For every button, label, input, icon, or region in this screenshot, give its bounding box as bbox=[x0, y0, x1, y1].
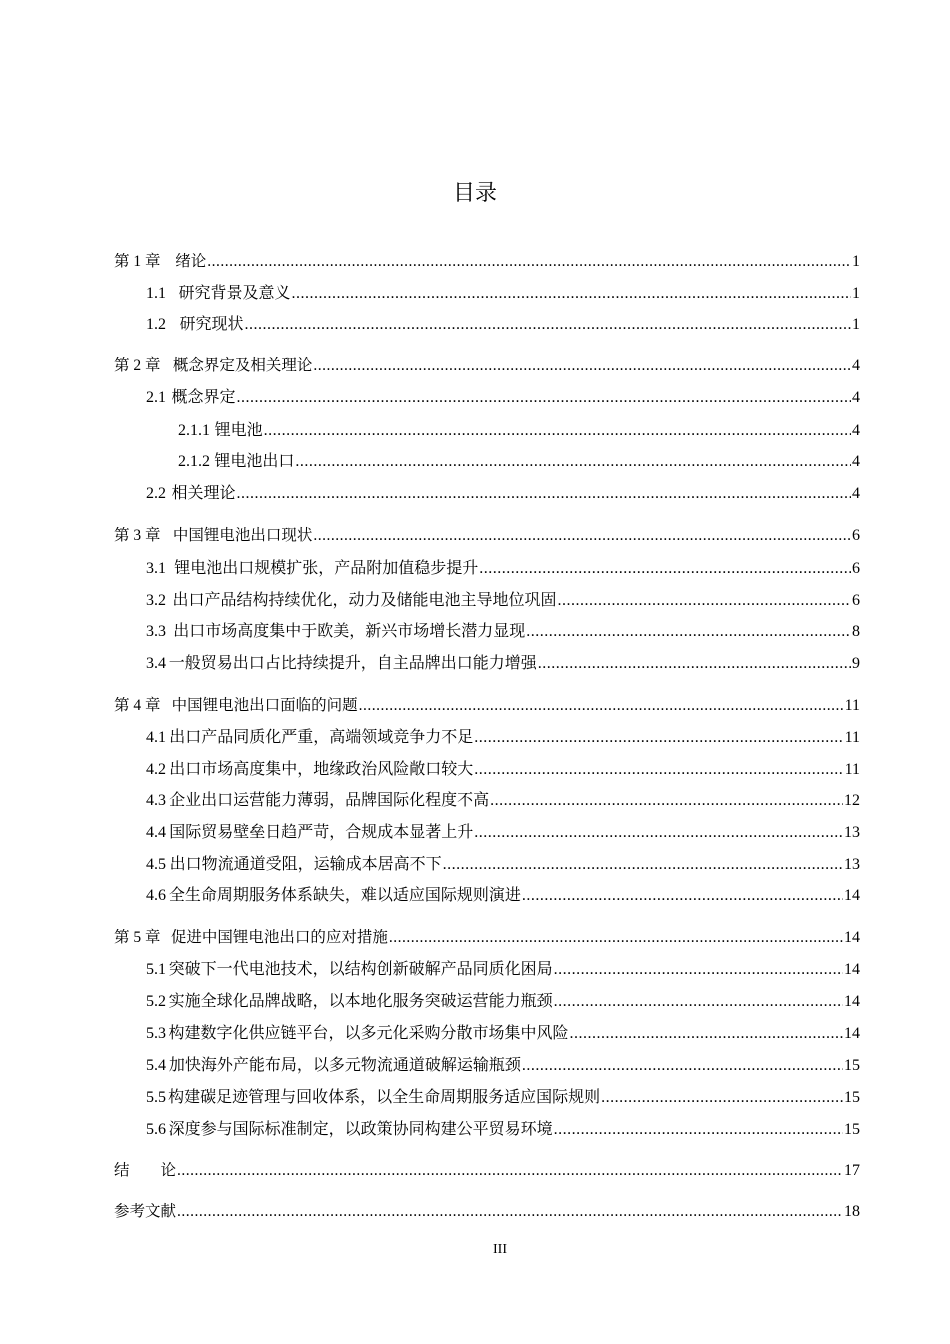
toc-entry-title: 出口产品结构持续优化，动力及储能电池主导地位巩固 bbox=[172, 590, 557, 609]
toc-entry-number: 第 1 章 bbox=[114, 253, 161, 270]
toc-page-number: 9 bbox=[852, 655, 860, 672]
toc-section-entry[interactable] bbox=[114, 988, 860, 1014]
toc-entry-title: 锂电池出口规模扩张，产品附加值稳步提升 bbox=[174, 558, 479, 577]
toc-entry-number: 5.3 bbox=[146, 1025, 166, 1042]
toc-dot-leader bbox=[313, 523, 851, 549]
toc-section-entry[interactable] bbox=[114, 724, 860, 750]
toc-section-entry[interactable] bbox=[114, 384, 860, 410]
toc-section-entry[interactable] bbox=[114, 756, 860, 782]
toc-page-number: 11 bbox=[844, 729, 860, 746]
toc-entry-number: 5.1 bbox=[146, 961, 166, 978]
toc-entry-number: 3.4 bbox=[146, 655, 166, 672]
toc-entry-title: 锂电池 bbox=[214, 420, 263, 439]
toc-dot-leader bbox=[474, 820, 843, 846]
toc-page-number: 14 bbox=[844, 1025, 860, 1042]
toc-entry-title: 中国锂电池出口现状 bbox=[172, 526, 313, 544]
toc-entry-number: 3.3 bbox=[146, 623, 166, 640]
toc-dot-leader bbox=[264, 418, 851, 444]
toc-entry-title: 突破下一代电池技术，以结构创新破解产品同质化困局 bbox=[168, 959, 553, 978]
toc-entry-title: 相关理论 bbox=[171, 483, 236, 502]
toc-section-entry[interactable] bbox=[114, 280, 860, 306]
toc-entry-number: 2.1.1 bbox=[178, 422, 210, 439]
toc-entry-number: 3.1 bbox=[146, 560, 166, 577]
toc-page-number: 1 bbox=[852, 285, 860, 302]
toc-dot-leader bbox=[554, 957, 843, 983]
toc-entry-title: 研究背景及意义 bbox=[178, 283, 291, 302]
toc-chapter-entry[interactable] bbox=[114, 352, 860, 378]
toc-dot-leader bbox=[245, 312, 852, 338]
toc-subsection-entry[interactable] bbox=[114, 417, 860, 443]
toc-chapter-entry[interactable] bbox=[114, 924, 860, 950]
toc-section-entry[interactable] bbox=[114, 1052, 860, 1078]
toc-page-number: 14 bbox=[844, 929, 860, 946]
toc-entry-number: 3.2 bbox=[146, 592, 166, 609]
toc-entry-title: 构建数字化供应链平台，以多元化采购分散市场集中风险 bbox=[168, 1023, 569, 1042]
toc-dot-leader bbox=[479, 556, 851, 582]
toc-section-entry[interactable] bbox=[114, 1020, 860, 1046]
toc-entry-title: 企业出口运营能力薄弱，品牌国际化程度不高 bbox=[169, 790, 490, 809]
toc-section-entry[interactable] bbox=[114, 787, 860, 813]
toc-dot-leader bbox=[474, 725, 843, 751]
toc-dot-leader bbox=[474, 757, 843, 783]
toc-entry-number: 第 5 章 bbox=[114, 929, 161, 946]
toc-page-number: 15 bbox=[844, 1057, 860, 1074]
toc-entry-title: 绪论 bbox=[175, 252, 207, 270]
toc-section-entry[interactable] bbox=[114, 650, 860, 676]
toc-entry-number: 4.4 bbox=[146, 824, 166, 841]
toc-entry-number: 4.1 bbox=[146, 729, 166, 746]
toc-entry-number: 5.5 bbox=[146, 1089, 166, 1106]
toc-entry-number: 4.5 bbox=[146, 856, 166, 873]
toc-dot-leader bbox=[291, 281, 851, 307]
toc-dot-leader bbox=[522, 1053, 843, 1079]
toc-entry-number: 5.2 bbox=[146, 993, 166, 1010]
toc-page-number: 11 bbox=[844, 761, 860, 778]
toc-dot-leader bbox=[177, 1199, 843, 1225]
toc-page-number: 15 bbox=[844, 1121, 860, 1138]
toc-section-entry[interactable] bbox=[114, 882, 860, 908]
toc-entry-number: 5.4 bbox=[146, 1057, 166, 1074]
toc-entry-number: 第 4 章 bbox=[114, 697, 161, 714]
toc-section-entry[interactable] bbox=[114, 480, 860, 506]
toc-title: 目录 bbox=[452, 181, 497, 206]
toc-section-entry[interactable] bbox=[114, 1116, 860, 1142]
toc-entry-number: 2.1 bbox=[146, 389, 166, 406]
toc-entry-number: 1.1 bbox=[146, 285, 166, 302]
toc-dot-leader bbox=[554, 1117, 843, 1143]
toc-page-number: 1 bbox=[852, 316, 860, 333]
toc-entry-title: 出口物流通道受阻，运输成本居高不下 bbox=[169, 854, 442, 873]
toc-section-entry[interactable] bbox=[114, 956, 860, 982]
toc-entry-title: 出口市场高度集中于欧美，新兴市场增长潜力显现 bbox=[173, 621, 526, 640]
toc-subsection-entry[interactable] bbox=[114, 448, 860, 474]
toc-chapter-entry[interactable] bbox=[114, 1157, 860, 1183]
toc-entry-title: 促进中国锂电池出口的应对措施 bbox=[170, 928, 388, 946]
toc-dot-leader bbox=[538, 651, 851, 677]
toc-dot-leader bbox=[236, 385, 851, 411]
toc-page-number: 14 bbox=[844, 961, 860, 978]
toc-dot-leader bbox=[389, 925, 843, 951]
toc-dot-leader bbox=[236, 481, 851, 507]
toc-entry-number: 4.3 bbox=[146, 792, 166, 809]
toc-entry-title: 研究现状 bbox=[179, 314, 244, 333]
toc-section-entry[interactable] bbox=[114, 587, 860, 613]
toc-entry-title: 全生命周期服务体系缺失，难以适应国际规则演进 bbox=[168, 885, 521, 904]
toc-chapter-entry[interactable] bbox=[114, 248, 860, 274]
toc-page-number: 12 bbox=[844, 792, 860, 809]
toc-section-entry[interactable] bbox=[114, 618, 860, 644]
toc-chapter-entry[interactable] bbox=[114, 522, 860, 548]
toc-dot-leader bbox=[359, 693, 844, 719]
toc-entry-number: 4.2 bbox=[146, 761, 166, 778]
toc-section-entry[interactable] bbox=[114, 819, 860, 845]
toc-dot-leader bbox=[490, 788, 843, 814]
toc-entry-number: 5.6 bbox=[146, 1121, 166, 1138]
toc-entry-title: 出口产品同质化严重，高端领域竞争力不足 bbox=[169, 727, 474, 746]
toc-dot-leader bbox=[558, 588, 851, 614]
toc-page-number: 14 bbox=[844, 887, 860, 904]
toc-page-number: 14 bbox=[844, 993, 860, 1010]
toc-dot-leader bbox=[569, 1021, 843, 1047]
toc-page-number: 13 bbox=[844, 824, 860, 841]
toc-entry-title: 锂电池出口 bbox=[214, 451, 295, 470]
toc-page-number: 1 bbox=[852, 253, 860, 270]
toc-section-entry[interactable] bbox=[114, 555, 860, 581]
toc-entry-title: 一般贸易出口占比持续提升，自主品牌出口能力增强 bbox=[168, 653, 537, 672]
toc-entry-number: 1.2 bbox=[146, 316, 166, 333]
toc-entry-title: 概念界定 bbox=[171, 387, 236, 406]
toc-page-number: 4 bbox=[852, 357, 860, 374]
toc-dot-leader bbox=[443, 852, 843, 878]
toc-entry-number: 2.1.2 bbox=[178, 453, 210, 470]
toc-page-number: 6 bbox=[852, 560, 860, 577]
toc-dot-leader bbox=[313, 353, 851, 379]
toc-section-entry[interactable] bbox=[114, 851, 860, 877]
toc-page-number: 8 bbox=[852, 623, 860, 640]
toc-page-number: 4 bbox=[852, 485, 860, 502]
toc-page-number: 11 bbox=[844, 697, 860, 714]
toc-entry-title: 结 论 bbox=[114, 1161, 177, 1179]
toc-entry-title: 实施全球化品牌战略，以本地化服务突破运营能力瓶颈 bbox=[168, 991, 553, 1010]
toc-entry-title: 参考文献 bbox=[114, 1202, 177, 1220]
toc-page-number: 6 bbox=[852, 527, 860, 544]
toc-entry-title: 加快海外产能布局，以多元物流通道破解运输瓶颈 bbox=[168, 1055, 521, 1074]
toc-dot-leader bbox=[601, 1085, 843, 1111]
toc-section-entry[interactable] bbox=[114, 311, 860, 337]
toc-page-number: 18 bbox=[844, 1203, 860, 1220]
toc-page-number: 15 bbox=[844, 1089, 860, 1106]
toc-section-entry[interactable] bbox=[114, 1084, 860, 1110]
toc-page-number: 6 bbox=[852, 592, 860, 609]
toc-entry-number: 4.6 bbox=[146, 887, 166, 904]
toc-chapter-entry[interactable] bbox=[114, 1198, 860, 1224]
toc-entry-number: 第 3 章 bbox=[114, 527, 161, 544]
toc-dot-leader bbox=[295, 449, 851, 475]
toc-page-number: 4 bbox=[852, 453, 860, 470]
toc-entry-number: 2.2 bbox=[146, 485, 166, 502]
toc-entry-title: 出口市场高度集中，地缘政治风险敞口较大 bbox=[169, 759, 474, 778]
page-number-footer: III bbox=[493, 1242, 507, 1257]
toc-page-number: 4 bbox=[852, 389, 860, 406]
toc-chapter-entry[interactable] bbox=[114, 692, 860, 718]
toc-page-number: 4 bbox=[852, 422, 860, 439]
toc-entry-title: 构建碳足迹管理与回收体系，以全生命周期服务适应国际规则 bbox=[168, 1087, 601, 1106]
toc-entry-title: 深度参与国际标准制定，以政策协同构建公平贸易环境 bbox=[168, 1119, 553, 1138]
toc-entry-title: 概念界定及相关理论 bbox=[172, 356, 313, 374]
toc-dot-leader bbox=[554, 989, 843, 1015]
toc-page-number: 13 bbox=[844, 856, 860, 873]
toc-dot-leader bbox=[522, 883, 843, 909]
toc-dot-leader bbox=[177, 1158, 843, 1184]
toc-dot-leader bbox=[526, 619, 851, 645]
toc-entry-title: 中国锂电池出口面临的问题 bbox=[171, 696, 358, 714]
toc-entry-number: 第 2 章 bbox=[114, 357, 161, 374]
toc-entry-title: 国际贸易壁垒日趋严苛，合规成本显著上升 bbox=[169, 822, 474, 841]
toc-page-number: 17 bbox=[844, 1162, 860, 1179]
toc-dot-leader bbox=[207, 249, 851, 275]
